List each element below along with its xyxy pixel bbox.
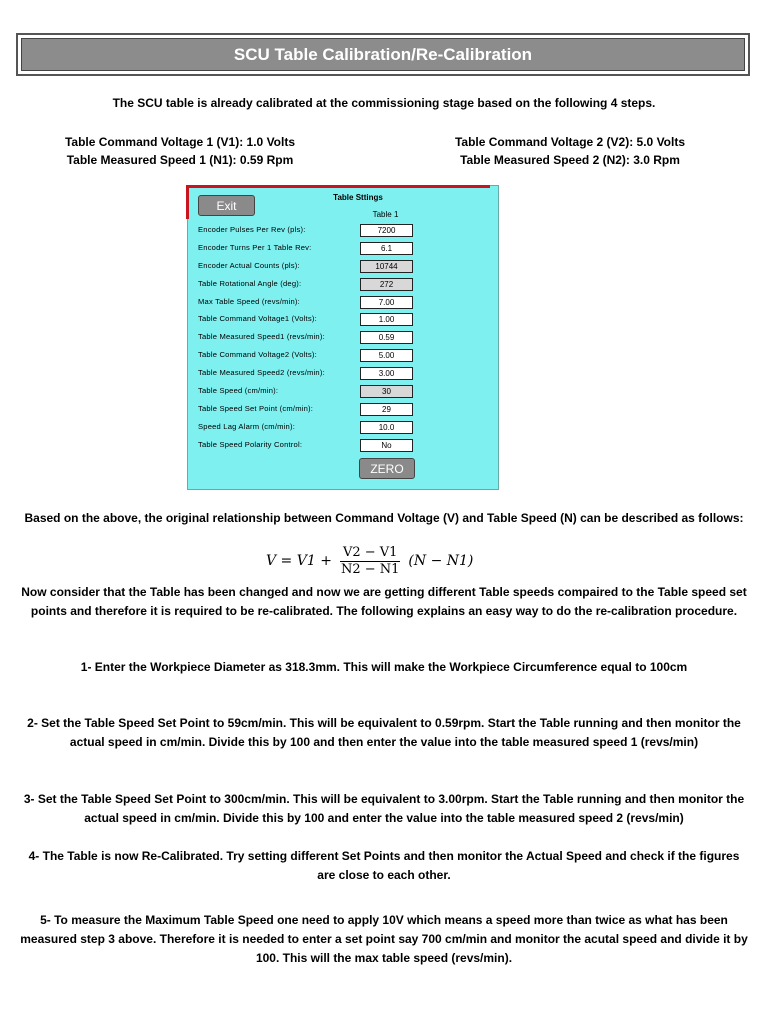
settings-row-label: Table Measured Speed1 (revs/min):: [198, 332, 325, 342]
settings-row-label: Table Rotational Angle (deg):: [198, 278, 302, 288]
formula-rhs: (N − N1): [408, 553, 474, 569]
step-1: 1- Enter the Workpiece Diameter as 318.3mm. This will make the Workpiece Circumference equal to 100cm: [80, 660, 688, 674]
panel-red-border-left: [186, 185, 189, 219]
panel-title: Table Sttings: [333, 193, 383, 202]
right-values: [430, 133, 710, 169]
settings-row-value-field[interactable]: 29: [360, 403, 413, 416]
settings-row-value-field[interactable]: 6.1: [360, 242, 413, 255]
formula-denominator: N2 − N1: [340, 561, 400, 577]
zero-button[interactable]: ZERO: [359, 458, 415, 479]
v1-text: Table Command Voltage 1 (V1): 1.0 Volts: [64, 135, 296, 149]
step-5: 5- To measure the Maximum Table Speed one need to apply 10V which means a speed more than twice as what has been measured step 3 above. Therefore it is needed to enter a set point say 700 cm/min and monitor the acutal speed and divide it by 100. This will the max table speed (revs/min).: [20, 913, 748, 965]
formula-lhs: V = V1 +: [266, 553, 332, 569]
settings-row-label: Table Command Voltage2 (Volts):: [198, 350, 317, 360]
settings-row-value-field[interactable]: 0.59: [360, 331, 413, 344]
panel-red-border: [186, 185, 490, 188]
settings-row-value-field[interactable]: 7.00: [360, 296, 413, 309]
settings-row-value-field: 30: [360, 385, 413, 398]
settings-row-label: Table Speed Polarity Control:: [198, 439, 303, 449]
settings-row-label: Max Table Speed (revs/min):: [198, 296, 300, 306]
settings-row-label: Table Speed (cm/min):: [198, 386, 279, 396]
settings-row-label: Encoder Turns Per 1 Table Rev:: [198, 242, 312, 252]
step-2: 2- Set the Table Speed Set Point to 59cm/min. This will be equivalent to 0.59rpm. Start the Table running and then monitor the actual speed in cm/min. Divide this by 100 and then enter the value into the table measured speed 1 (revs/min): [27, 716, 741, 749]
formula: [266, 541, 506, 581]
settings-row-value-field[interactable]: 5.00: [360, 349, 413, 362]
formula-fraction: [338, 545, 402, 578]
settings-row-value-field: 272: [360, 278, 413, 291]
v2-text: Table Command Voltage 2 (V2): 5.0 Volts: [454, 135, 686, 149]
step-4: 4- The Table is now Re-Calibrated. Try setting different Set Points and then monitor the Actual Speed and check if the figures are close to each other.: [28, 849, 740, 882]
page-title: SCU Table Calibration/Re-Calibration: [21, 38, 745, 71]
settings-row-label: Table Measured Speed2 (revs/min):: [198, 368, 325, 378]
step-3: 3- Set the Table Speed Set Point to 300cm/min. This will be equivalent to 3.00rpm. Start the Table running and then monitor the actual speed in cm/min. Divide this by 100 and enter the value into the table measured speed 2 (revs/min): [23, 792, 745, 825]
settings-row-value-field[interactable]: No: [360, 439, 413, 452]
settings-row-label: Encoder Actual Counts (pls):: [198, 260, 300, 270]
settings-row-label: Table Speed Set Point (cm/min):: [198, 403, 314, 413]
settings-row-value-field[interactable]: 1.00: [360, 313, 413, 326]
exit-button[interactable]: Exit: [198, 195, 255, 216]
settings-row-label: Table Command Voltage1 (Volts):: [198, 314, 317, 324]
settings-row-value-field[interactable]: 3.00: [360, 367, 413, 380]
settings-row-label: Speed Lag Alarm (cm/min):: [198, 421, 296, 431]
recalibration-text: Now consider that the Table has been changed and now we are getting different Table speeds compaired to the Table speed set points and therefore it is required to be re-calibrated. The following explains an easy way to do the re-calibration procedure.: [21, 585, 747, 618]
settings-row-value-field[interactable]: 7200: [360, 224, 413, 237]
title-bar: [16, 33, 750, 76]
n2-text: Table Measured Speed 2 (N2): 3.0 Rpm: [460, 153, 680, 167]
settings-row-value-field: 10744: [360, 260, 413, 273]
left-values: [40, 133, 320, 169]
settings-row-label: Encoder Pulses Per Rev (pls):: [198, 225, 306, 234]
table-settings-panel: [187, 185, 499, 490]
column-header: Table 1: [372, 210, 399, 219]
n1-text: Table Measured Speed 1 (N1): 0.59 Rpm: [66, 153, 294, 167]
settings-row-value-field[interactable]: 10.0: [360, 421, 413, 434]
formula-numerator: V2 − V1: [340, 545, 400, 562]
intro-text: The SCU table is already calibrated at the commissioning stage based on the following 4 steps.: [112, 96, 656, 110]
relationship-text: Based on the above, the original relationship between Command Voltage (V) and Table Speed (N) can be described as follows:: [24, 511, 744, 525]
